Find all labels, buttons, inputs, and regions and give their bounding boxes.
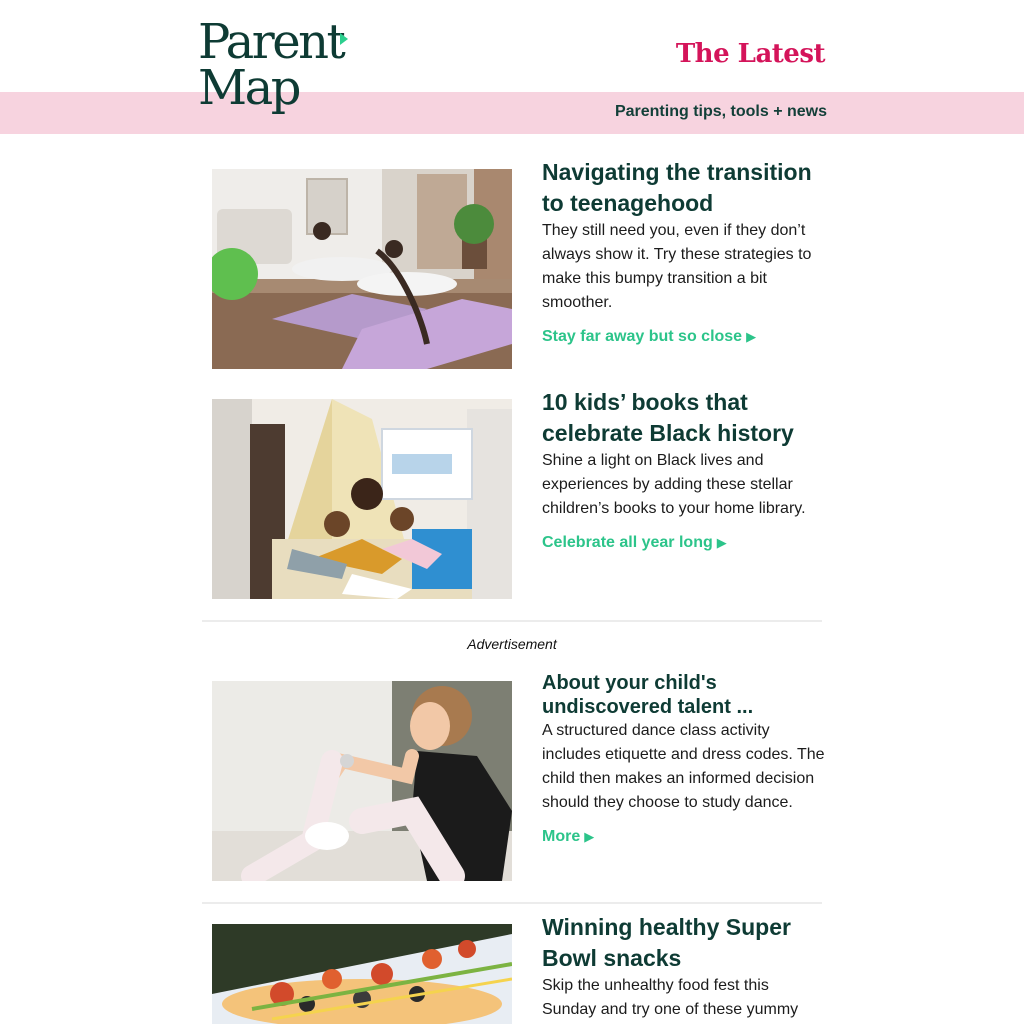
ad-text <box>542 672 828 849</box>
arrow-right-icon: ▶ <box>746 329 757 344</box>
article-card <box>212 159 824 369</box>
ad-description: A structured dance class activity includes etiquette and dress codes. The child then makes an informed decision should they choose to study dance. <box>542 722 825 811</box>
tagline-band <box>0 92 1024 134</box>
family-reading-in-tent-photo <box>212 399 512 599</box>
parentmap-logo[interactable] <box>198 16 358 120</box>
arrow-right-icon: ▶ <box>584 829 595 844</box>
article-image[interactable] <box>212 924 512 1024</box>
healthy-snack-platter-photo <box>212 924 512 1024</box>
article-description: Skip the unhealthy food fest this Sunday and try one of these yummy <box>542 977 799 1018</box>
article-link[interactable] <box>542 531 727 555</box>
article-text <box>542 389 826 555</box>
ad-title[interactable]: About your child's undiscovered talent ... <box>542 672 754 718</box>
divider <box>202 902 822 904</box>
advertisement-label: Advertisement <box>467 636 557 652</box>
article-card <box>212 389 824 599</box>
article-title[interactable]: Winning healthy Super Bowl snacks <box>542 914 791 971</box>
girl-dancer-putting-on-tights-photo <box>212 681 512 881</box>
article-description: They still need you, even if they don’t always show it. Try these strategies to make this bumpy transition a bit smoother. <box>542 222 812 311</box>
article-link-label: Stay far away but so close <box>542 328 743 345</box>
article-card <box>212 914 824 1024</box>
logo-triangle-icon <box>340 33 348 45</box>
arrow-right-icon: ▶ <box>716 535 727 550</box>
article-image[interactable] <box>212 169 512 369</box>
ad-link[interactable] <box>542 825 594 849</box>
ad-card <box>212 672 825 881</box>
section-title: The Latest <box>675 39 825 69</box>
email-header <box>0 0 1024 92</box>
article-text <box>542 914 826 1022</box>
tagline: Parenting tips, tools + news <box>614 103 827 120</box>
ad-link-label: More <box>542 828 581 845</box>
article-link[interactable] <box>542 325 756 349</box>
divider <box>202 620 822 622</box>
mother-daughter-yoga-photo <box>212 169 512 369</box>
article-image[interactable] <box>212 399 512 599</box>
logo-word-parent: Parent <box>198 14 344 70</box>
article-link-label: Celebrate all year long <box>542 534 713 551</box>
article-description: Shine a light on Black lives and experiences by adding these stellar children’s books to your home library. <box>542 452 806 517</box>
article-title[interactable]: 10 kids’ books that celebrate Black history <box>542 389 794 446</box>
ad-image[interactable] <box>212 681 512 881</box>
article-text <box>542 159 826 349</box>
logo-word-map: Map <box>198 60 299 116</box>
article-title[interactable]: Navigating the transition to teenagehood <box>542 159 812 216</box>
